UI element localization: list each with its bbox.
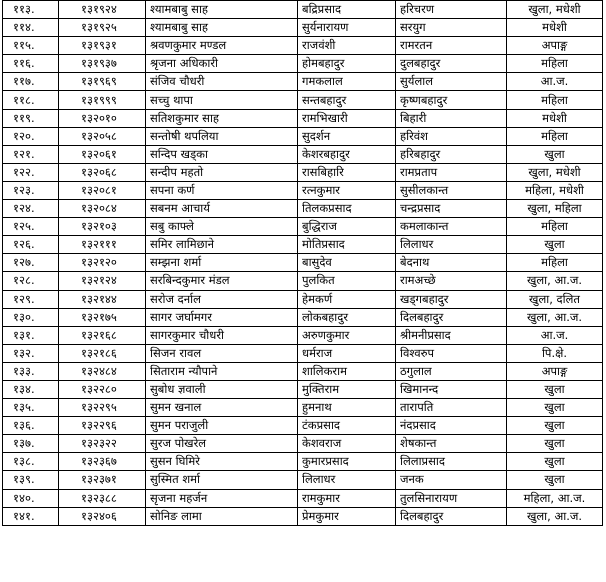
category-cell: खुला [507,236,603,254]
father-name-cell: केशवराज [298,435,396,453]
candidate-name-cell: सपना कर्ण [146,181,298,199]
roll-number-cell: १३२२९५ [59,399,146,417]
category-cell: मधेशी [507,19,603,37]
roll-number-cell: १३२१२४ [59,272,146,290]
serial-number-cell: १४०. [3,489,59,507]
roll-number-cell: १३२०८४ [59,200,146,218]
father-name-cell: टंकप्रसाद [298,417,396,435]
grandfather-name-cell: तुलसिनारायण [396,489,507,507]
table-row [3,362,603,380]
category-cell: महिला [507,91,603,109]
category-cell: महिला [507,218,603,236]
table-row [3,55,603,73]
father-name-cell: पुलकित [298,272,396,290]
category-cell: खुला [507,471,603,489]
serial-number-cell: १३७. [3,435,59,453]
serial-number-cell: ११८. [3,91,59,109]
father-name-cell: रासबिहारि [298,163,396,181]
roll-number-cell: १३१९२५ [59,19,146,37]
table-row [3,399,603,417]
category-cell: खुला, मधेशी [507,1,603,19]
grandfather-name-cell: सरयुग [396,19,507,37]
table-row [3,145,603,163]
father-name-cell: अरुणकुमार [298,326,396,344]
serial-number-cell: १३६. [3,417,59,435]
category-cell: खुला [507,145,603,163]
grandfather-name-cell: जनक [396,471,507,489]
serial-number-cell: १३५. [3,399,59,417]
father-name-cell: रत्नकुमार [298,181,396,199]
table-row [3,380,603,398]
grandfather-name-cell: श्रीमनीप्रसाद [396,326,507,344]
father-name-cell: गमकलाल [298,73,396,91]
category-cell: महिला [507,254,603,272]
roll-number-cell: १३२०१० [59,109,146,127]
table-row [3,326,603,344]
serial-number-cell: १३४. [3,380,59,398]
candidate-name-cell: सबनम आचार्य [146,200,298,218]
serial-number-cell: १३९. [3,471,59,489]
father-name-cell: केशरबहादुर [298,145,396,163]
grandfather-name-cell: दिलबहादुर [396,507,507,525]
grandfather-name-cell: बेदनाथ [396,254,507,272]
father-name-cell: रामकुमार [298,489,396,507]
roll-number-cell: १३२०५८ [59,127,146,145]
grandfather-name-cell: लिलाप्रसाद [396,453,507,471]
grandfather-name-cell: खिमानन्द [396,380,507,398]
category-cell: खुला [507,380,603,398]
father-name-cell: होमबहादुर [298,55,396,73]
category-cell: खुला, आ.ज. [507,308,603,326]
candidate-name-cell: सागर जर्घामगर [146,308,298,326]
roll-number-cell: १३२१७५ [59,308,146,326]
table-row [3,73,603,91]
candidate-name-cell: श्यामबाबु साह [146,1,298,19]
category-cell: खुला, मधेशी [507,163,603,181]
category-cell: आ.ज. [507,326,603,344]
father-name-cell: बद्रिप्रसाद [298,1,396,19]
father-name-cell: मुक्तिराम [298,380,396,398]
grandfather-name-cell: रामप्रताप [396,163,507,181]
candidate-name-cell: सबु काफ्ले [146,218,298,236]
roll-number-cell: १३२४८४ [59,362,146,380]
table-row [3,471,603,489]
serial-number-cell: १२२. [3,163,59,181]
roll-number-cell: १३२३६७ [59,453,146,471]
table-row [3,127,603,145]
grandfather-name-cell: रामरतन [396,37,507,55]
roll-number-cell: १३२१११ [59,236,146,254]
roll-number-cell: १३१९३१ [59,37,146,55]
grandfather-name-cell: खड्गबहादुर [396,290,507,308]
candidate-name-cell: सृजना महर्जन [146,489,298,507]
serial-number-cell: १३१. [3,326,59,344]
roll-number-cell: १३१९२४ [59,1,146,19]
candidate-name-cell: सन्तोषी थपलिया [146,127,298,145]
roll-number-cell: १३२३२२ [59,435,146,453]
table-row [3,435,603,453]
candidate-name-cell: श्रृजना अधिकारी [146,55,298,73]
father-name-cell: रामभिखारी [298,109,396,127]
grandfather-name-cell: दिलबहादुर [396,308,507,326]
roll-number-cell: १३२१८६ [59,344,146,362]
results-table-body [3,1,603,526]
father-name-cell: मोतिप्रसाद [298,236,396,254]
grandfather-name-cell: कमलाकान्त [396,218,507,236]
grandfather-name-cell: हरिचरण [396,1,507,19]
father-name-cell: सुर्यनारायण [298,19,396,37]
serial-number-cell: ११५. [3,37,59,55]
category-cell: अपाङ्ग [507,37,603,55]
grandfather-name-cell: हरिवंश [396,127,507,145]
grandfather-name-cell: बिहारी [396,109,507,127]
roll-number-cell: १३२१२० [59,254,146,272]
category-cell: महिला [507,127,603,145]
category-cell: खुला [507,453,603,471]
candidate-name-cell: सागरकुमार चौधरी [146,326,298,344]
roll-number-cell: १३२२९६ [59,417,146,435]
candidate-name-cell: सरोज दर्नाल [146,290,298,308]
father-name-cell: तिलकप्रसाद [298,200,396,218]
category-cell: खुला [507,435,603,453]
father-name-cell: बुद्धिराज [298,218,396,236]
category-cell: खुला, आ.ज. [507,272,603,290]
serial-number-cell: ११३. [3,1,59,19]
candidate-name-cell: सुसन घिमिरे [146,453,298,471]
father-name-cell: राजवंशी [298,37,396,55]
roll-number-cell: १३१९९९ [59,91,146,109]
serial-number-cell: १३०. [3,308,59,326]
serial-number-cell: १३२. [3,344,59,362]
roll-number-cell: १३२१४४ [59,290,146,308]
roll-number-cell: १३२०६८ [59,163,146,181]
serial-number-cell: ११९. [3,109,59,127]
roll-number-cell: १३२३८८ [59,489,146,507]
table-row [3,109,603,127]
category-cell: महिला, आ.ज. [507,489,603,507]
category-cell: पि.क्षे. [507,344,603,362]
category-cell: महिला, मधेशी [507,181,603,199]
father-name-cell: प्रेमकुमार [298,507,396,525]
candidate-name-cell: सरबिन्दकुमार मंडल [146,272,298,290]
table-row [3,218,603,236]
category-cell: खुला [507,399,603,417]
category-cell: आ.ज. [507,73,603,91]
father-name-cell: सन्तबहादुर [298,91,396,109]
candidate-name-cell: सुरज पोखरेल [146,435,298,453]
table-row [3,163,603,181]
category-cell: मधेशी [507,109,603,127]
serial-number-cell: १३३. [3,362,59,380]
table-row [3,200,603,218]
roll-number-cell: १३२१६८ [59,326,146,344]
table-row [3,254,603,272]
father-name-cell: लिलाधर [298,471,396,489]
table-row [3,181,603,199]
serial-number-cell: ११६. [3,55,59,73]
grandfather-name-cell: सुर्यलाल [396,73,507,91]
serial-number-cell: १२७. [3,254,59,272]
serial-number-cell: १२५. [3,218,59,236]
father-name-cell: हुमनाथ [298,399,396,417]
candidate-name-cell: सिताराम न्यौपाने [146,362,298,380]
category-cell: खुला [507,417,603,435]
table-row [3,308,603,326]
table-row [3,489,603,507]
candidate-name-cell: श्रवणकुमार मण्डल [146,37,298,55]
father-name-cell: शालिकराम [298,362,396,380]
roll-number-cell: १३२२८० [59,380,146,398]
roll-number-cell: १३२०८१ [59,181,146,199]
candidate-name-cell: समिर लामिछाने [146,236,298,254]
table-row [3,344,603,362]
results-table [2,0,603,526]
candidate-name-cell: सतिशकुमार साह [146,109,298,127]
grandfather-name-cell: विश्वरुप [396,344,507,362]
table-row [3,19,603,37]
roll-number-cell: १३१९६९ [59,73,146,91]
father-name-cell: सुदर्शन [298,127,396,145]
table-row [3,417,603,435]
candidate-name-cell: सन्दीप महतो [146,163,298,181]
grandfather-name-cell: कृष्णबहादुर [396,91,507,109]
candidate-name-cell: सोनिङ लामा [146,507,298,525]
grandfather-name-cell: हरिबहादुर [396,145,507,163]
serial-number-cell: १२९. [3,290,59,308]
serial-number-cell: ११७. [3,73,59,91]
serial-number-cell: ११४. [3,19,59,37]
table-row [3,272,603,290]
father-name-cell: हेमकर्ण [298,290,396,308]
serial-number-cell: १२१. [3,145,59,163]
grandfather-name-cell: ठगुलाल [396,362,507,380]
table-row [3,453,603,471]
roll-number-cell: १३२१०३ [59,218,146,236]
table-row [3,236,603,254]
grandfather-name-cell: नंदप्रसाद [396,417,507,435]
candidate-name-cell: सच्चु थापा [146,91,298,109]
serial-number-cell: १२८. [3,272,59,290]
grandfather-name-cell: शेषकान्त [396,435,507,453]
grandfather-name-cell: चन्द्रप्रसाद [396,200,507,218]
serial-number-cell: १२३. [3,181,59,199]
roll-number-cell: १३२४०६ [59,507,146,525]
father-name-cell: लोकबहादुर [298,308,396,326]
table-row [3,37,603,55]
category-cell: अपाङ्ग [507,362,603,380]
table-row [3,1,603,19]
father-name-cell: धर्मराज [298,344,396,362]
candidate-name-cell: सुमन पराजुली [146,417,298,435]
father-name-cell: कुमारप्रसाद [298,453,396,471]
candidate-name-cell: सुस्मित शर्मा [146,471,298,489]
category-cell: खुला, आ.ज. [507,507,603,525]
table-row [3,507,603,525]
grandfather-name-cell: सुसीलकान्त [396,181,507,199]
table-row [3,91,603,109]
roll-number-cell: १३१९३७ [59,55,146,73]
serial-number-cell: १२६. [3,236,59,254]
category-cell: खुला, महिला [507,200,603,218]
serial-number-cell: १२०. [3,127,59,145]
candidate-name-cell: श्यामबाबु साह [146,19,298,37]
table-row [3,290,603,308]
grandfather-name-cell: लिलाधर [396,236,507,254]
grandfather-name-cell: तारापति [396,399,507,417]
candidate-name-cell: सुमन खनाल [146,399,298,417]
candidate-name-cell: सन्दिप खड्का [146,145,298,163]
roll-number-cell: १३२३७१ [59,471,146,489]
category-cell: खुला, दलित [507,290,603,308]
candidate-name-cell: सुबोध ज्ञवाली [146,380,298,398]
serial-number-cell: १३८. [3,453,59,471]
serial-number-cell: १२४. [3,200,59,218]
father-name-cell: बासुदेव [298,254,396,272]
roll-number-cell: १३२०६१ [59,145,146,163]
candidate-name-cell: संजिव चौधरी [146,73,298,91]
candidate-name-cell: सिजन रावल [146,344,298,362]
grandfather-name-cell: रामअच्छे [396,272,507,290]
serial-number-cell: १४१. [3,507,59,525]
category-cell: महिला [507,55,603,73]
grandfather-name-cell: दुलबहादुर [396,55,507,73]
candidate-name-cell: सम्झना शर्मा [146,254,298,272]
